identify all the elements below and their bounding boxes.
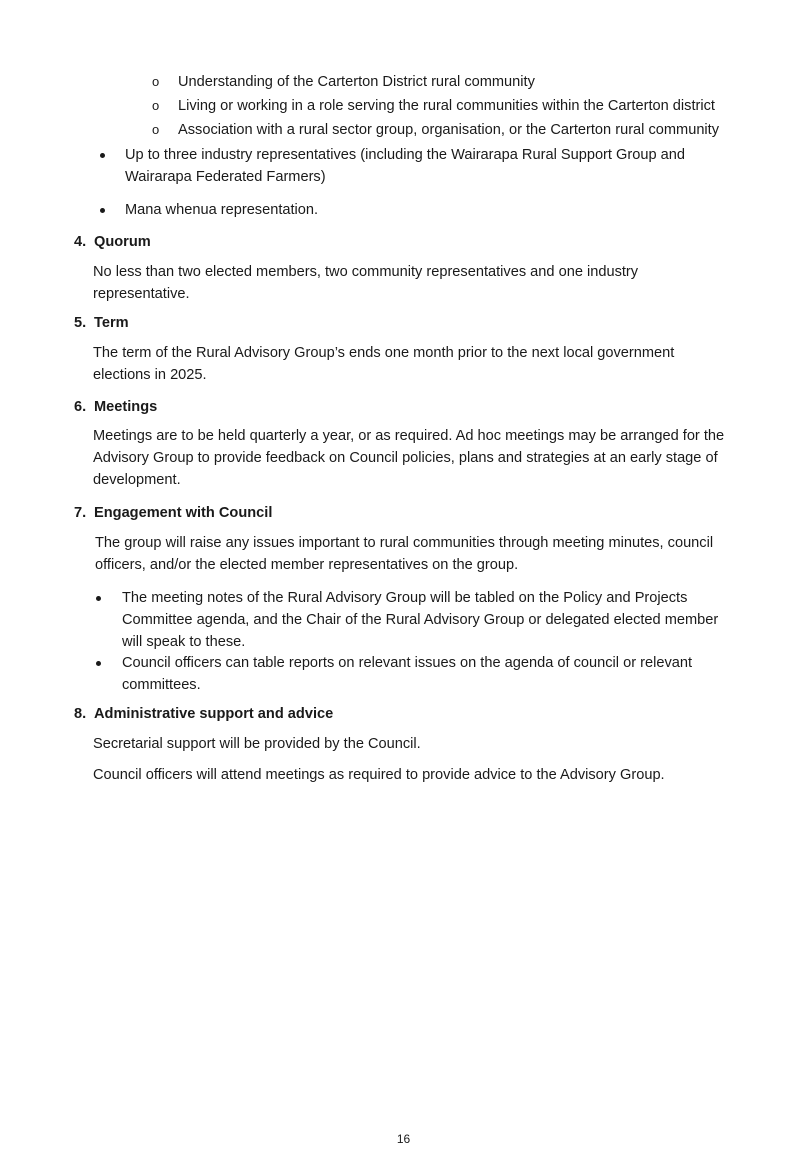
section-number: 8. [74,706,87,722]
section-heading-quorum [74,231,151,253]
section-heading-term [74,312,129,334]
bullet-text: Mana whenua representation. [125,202,319,218]
section-body: Secretarial support will be provided by the Council. [93,736,421,752]
section-heading-engagement [74,502,272,524]
section-number: 5. [74,315,87,331]
sub-list-text: Living or working in a role serving the rural communities within the Carterton district [178,98,715,114]
section-title: Term [94,315,129,331]
section-heading-admin-support [74,703,333,725]
section-heading-meetings [74,396,157,418]
section-body: The group will raise any issues important to rural communities through meeting minutes, council officers, and/or the elected member representatives on the group. [95,535,714,573]
bullet-text: Council officers can table reports on relevant issues on the agenda of council or relevant committees. [122,655,693,693]
sub-list-marker: o [152,122,160,137]
section-number: 7. [74,505,87,521]
bullet-dot-icon [100,208,105,213]
bullet-dot-icon [96,596,101,601]
bullet-text: The meeting notes of the Rural Advisory Group will be tabled on the Policy and Projects Committee agenda, and the Chair of the Rural Advisory Group or delegated elected member will speak to these. [122,590,719,650]
sub-list-marker: o [152,74,160,89]
section-body: No less than two elected members, two community representatives and one industry representative. [93,264,639,302]
section-title: Quorum [94,234,151,250]
bullet-text: Up to three industry representatives (including the Wairarapa Rural Support Group and Wairarapa Federated Farmers) [125,147,685,185]
bullet-dot-icon [96,661,101,666]
section-title: Administrative support and advice [94,706,334,722]
section-body: Meetings are to be held quarterly a year, or as required. Ad hoc meetings may be arranged for the Advisory Group to provide feedback on Council policies, plans and strategies at an early stage of development. [93,428,725,488]
sub-list-text: Understanding of the Carterton District rural community [178,74,535,90]
section-body: The term of the Rural Advisory Group’s ends one month prior to the next local government elections in 2025. [93,345,675,383]
sub-list-marker: o [152,98,160,113]
page-number: 16 [396,1132,411,1146]
section-body: Council officers will attend meetings as required to provide advice to the Advisory Group. [93,767,665,783]
bullet-dot-icon [100,153,105,158]
sub-list-text: Association with a rural sector group, organisation, or the Carterton rural community [178,122,720,138]
section-number: 4. [74,234,87,250]
section-number: 6. [74,399,87,415]
section-title: Meetings [94,399,158,415]
section-title: Engagement with Council [94,505,273,521]
